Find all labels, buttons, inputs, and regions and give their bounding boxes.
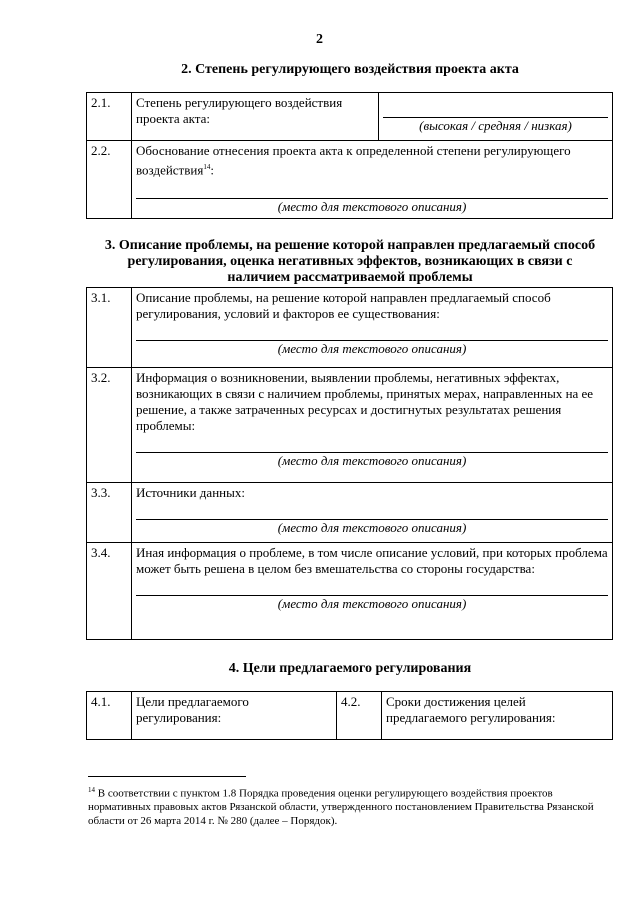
row-label: Описание проблемы, на решение которой направлен предлагаемый способ регулирования, условий и факторов ее существования: (136, 290, 551, 321)
input-line[interactable] (383, 103, 608, 118)
row-label: Источники данных: (136, 485, 245, 500)
problem-info-field[interactable] (132, 368, 613, 483)
row-label: Степень регулирующего воздействия проекта акта: (132, 93, 379, 141)
goals-field[interactable]: Цели предлагаемого регулирования: (132, 692, 337, 740)
row-number: 3.4. (87, 543, 132, 640)
input-line[interactable] (136, 438, 608, 453)
row-3-3 (87, 483, 613, 543)
footnote (88, 784, 608, 828)
row-label: Иная информация о проблеме, в том числе описание условий, при которых проблема может быть решена в целом без вмешательства со стороны государства: (136, 545, 608, 576)
input-hint: (место для текстового описания) (277, 453, 467, 468)
justification-field[interactable] (132, 141, 613, 219)
footnote-mark: 14 (88, 786, 95, 794)
input-hint: (место для текстового описания) (277, 520, 467, 535)
footnote-line-1: $^{14}$ В соответствии с пунктом 1.8 Порядка проведения оценки регулирующего воздействия проектов (88, 786, 553, 800)
footnote-separator (88, 776, 246, 777)
data-sources-field[interactable] (132, 483, 613, 543)
row-4 (87, 692, 613, 740)
row-3-4 (87, 543, 613, 640)
input-hint: (место для текстового описания) (277, 596, 467, 611)
input-hint: (высокая / средняя / низкая) (419, 118, 572, 133)
row-number: 2.1. (87, 93, 132, 141)
row-3-2 (87, 368, 613, 483)
footnote-line-2: нормативных правовых актов Рязанской области, утвержденного постановлением Правительства Рязанской области от 26 марта 2014 г. № 280 (далее – Порядок). (88, 801, 594, 827)
row-number: 4.1. (87, 692, 132, 740)
section-4-table (86, 691, 613, 740)
input-line[interactable] (136, 184, 608, 199)
input-hint: (место для текстового описания) (277, 199, 467, 215)
footnote-ref: 14 (203, 163, 211, 171)
row-number: 2.2. (87, 141, 132, 219)
row-number: 3.1. (87, 288, 132, 368)
input-hint: (место для текстового описания) (277, 341, 467, 356)
input-line[interactable] (136, 505, 608, 520)
section-3-table (86, 287, 613, 640)
degree-field[interactable] (379, 93, 613, 141)
section-4-title: 4. Цели предлагаемого регулирования (228, 661, 472, 676)
row-number: 4.2. (337, 692, 382, 740)
section-3-title: 3. Описание проблемы, на решение которой направлен предлагаемый способ регулирования, оценка негативных эффектов, возникающих в связи с наличием рассматриваемой проблемы (104, 238, 596, 285)
row-number: 3.2. (87, 368, 132, 483)
row-number: 3.3. (87, 483, 132, 543)
input-line[interactable] (136, 581, 608, 596)
row-label: Информация о возникновении, выявлении проблемы, негативных эффектах, возникающих в связи с наличием проблемы, принятых мерах, направленных на ее решение, а также затраченных ресурсах и достигнутых результатах решения проблемы: (136, 370, 594, 433)
section-2-table (86, 92, 613, 219)
section-2-title: 2. Степень регулирующего воздействия проекта акта (181, 62, 519, 77)
row-label: Обоснование отнесения проекта акта к определенной степени регулирующего воздействия$^{14}$: (136, 143, 571, 178)
row-2-1 (87, 93, 613, 141)
input-line[interactable] (136, 326, 608, 341)
other-info-field[interactable] (132, 543, 613, 640)
page-number: 2 (316, 32, 323, 47)
row-2-2 (87, 141, 613, 219)
problem-description-field[interactable] (132, 288, 613, 368)
deadlines-field[interactable]: Сроки достижения целей предлагаемого регулирования: (382, 692, 613, 740)
row-3-1 (87, 288, 613, 368)
